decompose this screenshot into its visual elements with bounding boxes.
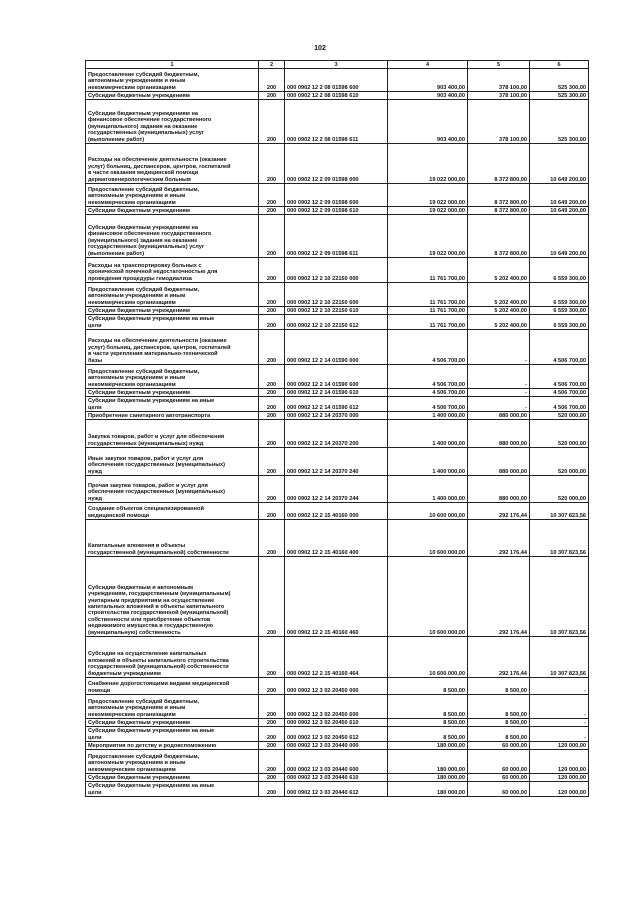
table-row [86,742,589,750]
row-value-col5: 8 372 800,00 [468,144,530,184]
row-value-col4: 11 761 700,00 [388,283,468,307]
row-value-col5: 60 000,00 [468,742,530,750]
row-name: Субсидии бюджетным учреждениям [86,307,259,315]
table-row [86,557,589,637]
row-value-col5: 8 500,00 [468,719,530,727]
table-row [86,283,589,307]
row-value-col5: 378 100,00 [468,69,530,92]
row-name: Снабжение дорогостоящими видами медицинской помощи [86,678,259,695]
row-value-col6: 6 559 300,00 [530,258,589,283]
row-grbs: 200 [259,742,285,750]
row-value-col5: 8 372 800,00 [468,215,530,258]
row-code: 000 0902 12 3 03 20440 000 [285,742,388,750]
budget-table [85,60,589,797]
row-grbs: 200 [259,678,285,695]
row-value-col6: 525 300,00 [530,69,589,92]
row-code: 000 0902 12 3 02 20450 000 [285,678,388,695]
row-grbs: 200 [259,258,285,283]
row-name: Субсидии бюджетным и автономным учреждениям, государственным (муниципальным) унитарным предприятиям на осуществление капитальных вложений в объекты капитального строительства государственной (муниципальной) собственности или приобретение объектов недвижимого имущества в государственную (муниципальную) собственность [86,557,259,637]
row-value-col6: 10 307 823,56 [530,637,589,678]
row-value-col4: 19 022 000,00 [388,215,468,258]
row-code: 000 0902 12 2 15 40160 400 [285,520,388,557]
row-code: 000 0902 12 2 14 01590 610 [285,389,388,397]
row-value-col5: 8 500,00 [468,727,530,742]
table-row [86,782,589,797]
row-value-col6: 4 506 700,00 [530,389,589,397]
row-name: Предоставление субсидий бюджетным, автономным учреждениям и иным некоммерческим организациям [86,695,259,719]
row-code: 000 0902 12 2 15 40160 464 [285,637,388,678]
row-code: 000 0902 12 2 14 20370 000 [285,412,388,420]
row-grbs: 200 [259,695,285,719]
row-value-col6: 10 649 200,00 [530,184,589,207]
row-value-col5: - [468,365,530,389]
row-code: 000 0902 12 3 02 20450 612 [285,727,388,742]
row-code: 000 0902 12 3 02 20450 610 [285,719,388,727]
row-value-col4: 19 022 000,00 [388,207,468,215]
row-value-col4: 11 761 700,00 [388,307,468,315]
row-value-col5: - [468,330,530,365]
row-name: Субсидии бюджетным учреждениям на иные цели [86,315,259,330]
row-name: Приобретение санитарного автотранспорта [86,412,259,420]
row-value-col6: - [530,678,589,695]
row-name: Субсидии бюджетным учреждениям на иные цели [86,397,259,412]
row-code: 000 0902 12 3 02 20450 600 [285,695,388,719]
row-grbs: 200 [259,774,285,782]
row-value-col6: 4 506 700,00 [530,397,589,412]
table-row [86,750,589,774]
row-name: Субсидии бюджетным учреждениям [86,389,259,397]
table-row [86,774,589,782]
row-grbs: 200 [259,448,285,476]
row-code: 000 0902 12 3 03 20440 610 [285,774,388,782]
row-value-col5: 292 176,44 [468,557,530,637]
row-value-col4: 903 400,00 [388,92,468,100]
row-grbs: 200 [259,389,285,397]
row-value-col4: 180 000,00 [388,742,468,750]
header-col-3: 3 [285,61,388,69]
table-row [86,184,589,207]
row-value-col4: 10 600 000,00 [388,557,468,637]
row-value-col5: 378 100,00 [468,92,530,100]
row-value-col6: 6 559 300,00 [530,283,589,307]
row-value-col6: 10 649 200,00 [530,144,589,184]
row-value-col6: 525 300,00 [530,100,589,144]
row-value-col6: 10 649 200,00 [530,207,589,215]
row-value-col6: 520 000,00 [530,420,589,448]
row-value-col5: 880 000,00 [468,476,530,503]
row-code: 000 0902 12 2 14 20370 240 [285,448,388,476]
table-row [86,637,589,678]
row-grbs: 200 [259,637,285,678]
row-value-col6: 525 300,00 [530,92,589,100]
row-code: 000 0902 12 2 10 22150 600 [285,283,388,307]
table-row [86,503,589,520]
row-value-col4: 180 000,00 [388,774,468,782]
row-grbs: 200 [259,144,285,184]
table-row [86,678,589,695]
row-name: Иные закупки товаров, работ и услуг для обеспечения государственных (муниципальных) нужд [86,448,259,476]
table-row [86,307,589,315]
row-value-col6: - [530,727,589,742]
row-value-col6: 520 000,00 [530,476,589,503]
row-grbs: 200 [259,750,285,774]
row-value-col6: 6 559 300,00 [530,307,589,315]
row-name: Предоставление субсидий бюджетным, автономным учреждениям и иным некоммерческим организациям [86,365,259,389]
row-code: 000 0902 12 2 08 01598 610 [285,92,388,100]
row-grbs: 200 [259,215,285,258]
row-value-col6: 520 000,00 [530,448,589,476]
header-row [86,61,589,69]
table-row [86,695,589,719]
table-row [86,727,589,742]
row-value-col4: 11 761 700,00 [388,315,468,330]
row-value-col4: 4 506 700,00 [388,330,468,365]
header-col-5: 5 [468,61,530,69]
row-value-col4: 10 600 000,00 [388,637,468,678]
row-name: Мероприятия по детству и родовспоможению [86,742,259,750]
row-value-col6: 120 000,00 [530,782,589,797]
row-value-col5: 60 000,00 [468,774,530,782]
row-value-col5: 8 372 800,00 [468,184,530,207]
row-name: Расходы на обеспечение деятельности (оказание услуг) больниц, диспансеров, центров, госпиталей в части укрепления материально-технической базы [86,330,259,365]
row-code: 000 0902 12 2 08 01598 611 [285,100,388,144]
table-row [86,258,589,283]
row-grbs: 200 [259,307,285,315]
table-row [86,92,589,100]
row-value-col6: 4 506 700,00 [530,365,589,389]
table-row [86,330,589,365]
row-value-col5: 880 000,00 [468,420,530,448]
row-value-col4: 10 600 000,00 [388,520,468,557]
row-name: Прочая закупка товаров, работ и услуг для обеспечения государственных (муниципальных) нужд [86,476,259,503]
row-name: Субсидии бюджетным учреждениям [86,719,259,727]
row-code: 000 0902 12 2 09 01598 600 [285,184,388,207]
page-number: 102 [314,45,326,52]
row-name: Предоставление субсидий бюджетным, автономным учреждениям и иным некоммерческим организациям [86,69,259,92]
row-code: 000 0902 12 2 15 40160 460 [285,557,388,637]
row-value-col4: 8 500,00 [388,727,468,742]
row-grbs: 200 [259,412,285,420]
row-value-col4: 1 400 000,00 [388,412,468,420]
row-value-col5: 292 176,44 [468,637,530,678]
row-value-col6: 10 649 200,00 [530,215,589,258]
row-value-col4: 903 400,00 [388,69,468,92]
row-value-col5: 880 000,00 [468,412,530,420]
table-row [86,719,589,727]
row-value-col4: 19 022 000,00 [388,144,468,184]
row-value-col4: 1 400 000,00 [388,448,468,476]
row-grbs: 200 [259,100,285,144]
row-name: Предоставление субсидий бюджетным, автономным учреждениям и иным некоммерческим организациям [86,184,259,207]
row-value-col5: 880 000,00 [468,448,530,476]
row-code: 000 0902 12 2 09 01598 610 [285,207,388,215]
row-grbs: 200 [259,397,285,412]
row-value-col5: 5 202 400,00 [468,283,530,307]
row-grbs: 200 [259,719,285,727]
row-value-col5: - [468,397,530,412]
row-value-col4: 8 500,00 [388,719,468,727]
row-value-col5: 5 202 400,00 [468,258,530,283]
table-row [86,144,589,184]
row-value-col4: 903 400,00 [388,100,468,144]
table-row [86,215,589,258]
row-value-col4: 1 400 000,00 [388,420,468,448]
row-name: Субсидии бюджетным учреждениям на финансовое обеспечение государственного (муниципального) задания на оказание государственных (муниципальных) услуг (выполнение работ) [86,215,259,258]
row-name: Капитальные вложения в объекты государственной (муниципальной) собственности [86,520,259,557]
row-value-col6: - [530,695,589,719]
row-code: 000 0902 12 2 14 01590 000 [285,330,388,365]
table-row [86,365,589,389]
row-value-col4: 180 000,00 [388,782,468,797]
table-row [86,69,589,92]
row-value-col5: 5 202 400,00 [468,315,530,330]
row-value-col5: 378 100,00 [468,100,530,144]
row-value-col5: 8 372 800,00 [468,207,530,215]
row-grbs: 200 [259,69,285,92]
row-grbs: 200 [259,207,285,215]
row-code: 000 0902 12 2 10 22150 612 [285,315,388,330]
row-grbs: 200 [259,557,285,637]
row-value-col5: 60 000,00 [468,782,530,797]
row-code: 000 0902 12 2 09 01598 611 [285,215,388,258]
row-value-col6: 6 559 300,00 [530,315,589,330]
table-row [86,476,589,503]
header-col-2: 2 [259,61,285,69]
table-row [86,389,589,397]
row-grbs: 200 [259,184,285,207]
row-value-col6: 120 000,00 [530,742,589,750]
row-value-col4: 4 506 700,00 [388,397,468,412]
row-value-col4: 180 000,00 [388,750,468,774]
row-grbs: 200 [259,283,285,307]
row-code: 000 0902 12 3 03 20440 612 [285,782,388,797]
row-grbs: 200 [259,420,285,448]
table-row [86,315,589,330]
row-code: 000 0902 12 2 14 01590 612 [285,397,388,412]
row-name: Субсидии бюджетным учреждениям [86,774,259,782]
row-name: Субсидии бюджетным учреждениям [86,92,259,100]
row-code: 000 0902 12 2 14 20370 244 [285,476,388,503]
table-row [86,412,589,420]
row-name: Субсидии на осуществление капитальных вложений в объекты капитального строительства государственной (муниципальной) собственности бюджетным учреждениям [86,637,259,678]
row-code: 000 0902 12 3 03 20440 600 [285,750,388,774]
table-row [86,520,589,557]
row-value-col4: 8 500,00 [388,695,468,719]
row-value-col4: 4 506 700,00 [388,389,468,397]
table-row [86,100,589,144]
row-value-col4: 1 400 000,00 [388,476,468,503]
row-name: Расходы на обеспечение деятельности (оказание услуг) больниц, диспансеров, центров, госпиталей в части оказания медицинской помощи дерматовенерологическим больным [86,144,259,184]
table-row [86,448,589,476]
row-value-col6: 120 000,00 [530,750,589,774]
row-value-col4: 10 600 000,00 [388,503,468,520]
row-value-col6: - [530,719,589,727]
table-row [86,420,589,448]
row-value-col4: 8 500,00 [388,678,468,695]
row-name: Предоставление субсидий бюджетным, автономным учреждениям и иным некоммерческим организациям [86,283,259,307]
row-name: Закупка товаров, работ и услуг для обеспечения государственных (муниципальных) нужд [86,420,259,448]
row-value-col4: 4 506 700,00 [388,365,468,389]
row-code: 000 0902 12 2 10 22150 610 [285,307,388,315]
row-value-col5: 292 176,44 [468,520,530,557]
row-name: Субсидии бюджетным учреждениям на иные цели [86,727,259,742]
row-grbs: 200 [259,330,285,365]
row-value-col5: 292 176,44 [468,503,530,520]
row-grbs: 200 [259,315,285,330]
row-grbs: 200 [259,92,285,100]
header-col-1: 1 [86,61,259,69]
table-row [86,207,589,215]
row-code: 000 0902 12 2 14 01590 600 [285,365,388,389]
table-header [86,61,589,69]
row-grbs: 200 [259,365,285,389]
row-value-col6: 10 307 823,56 [530,520,589,557]
row-value-col5: 8 500,00 [468,695,530,719]
row-name: Субсидии бюджетным учреждениям [86,207,259,215]
row-name: Расходы на транспортировку больных с хронической почечной недостаточностью для проведения процедуры гемодиализа [86,258,259,283]
row-grbs: 200 [259,782,285,797]
row-name: Создание объектов специализированной медицинской помощи [86,503,259,520]
row-name: Субсидии бюджетным учреждениям на иные цели [86,782,259,797]
header-col-4: 4 [388,61,468,69]
row-value-col4: 19 022 000,00 [388,184,468,207]
row-value-col5: - [468,389,530,397]
table-row [86,397,589,412]
row-code: 000 0902 12 2 08 01598 600 [285,69,388,92]
table-body [86,69,589,797]
row-grbs: 200 [259,520,285,557]
row-value-col6: 10 307 823,56 [530,557,589,637]
row-name: Предоставление субсидий бюджетным, автономным учреждениям и иным некоммерческим организациям [86,750,259,774]
row-grbs: 200 [259,476,285,503]
row-code: 000 0902 12 2 09 01598 000 [285,144,388,184]
row-code: 000 0902 12 2 10 22150 000 [285,258,388,283]
row-value-col6: 520 000,00 [530,412,589,420]
row-value-col6: 120 000,00 [530,774,589,782]
row-value-col5: 5 202 400,00 [468,307,530,315]
row-value-col5: 60 000,00 [468,750,530,774]
row-value-col5: 8 500,00 [468,678,530,695]
row-grbs: 200 [259,727,285,742]
row-code: 000 0902 12 2 15 40160 000 [285,503,388,520]
row-value-col4: 11 761 700,00 [388,258,468,283]
row-name: Субсидии бюджетным учреждениям на финансовое обеспечение государственного (муниципального) задания на оказание государственных (муниципальных) услуг (выполнение работ) [86,100,259,144]
row-value-col6: 4 506 700,00 [530,330,589,365]
row-value-col6: 10 307 823,56 [530,503,589,520]
row-grbs: 200 [259,503,285,520]
header-col-6: 6 [530,61,589,69]
row-code: 000 0902 12 2 14 20370 200 [285,420,388,448]
